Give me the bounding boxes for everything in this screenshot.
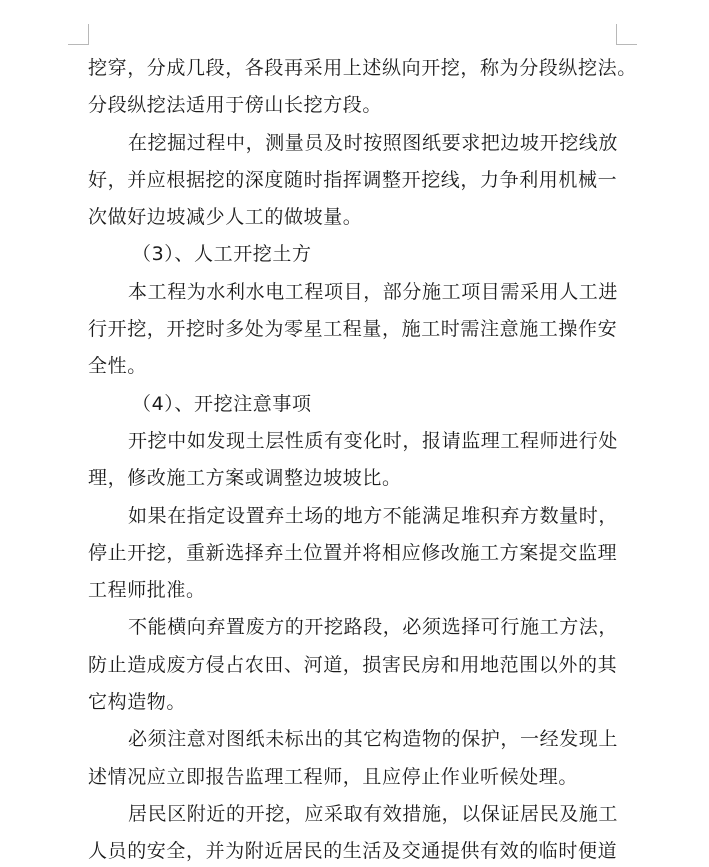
section-heading: （4）、开挖注意事项 (132, 392, 312, 415)
text-line: 工程师批准。 (88, 579, 206, 602)
text-line: 好，并应根据挖的深度随时指挥调整开挖线，力争利用机械一 (88, 168, 618, 191)
text-line: 述情况应立即报告监理工程师，且应停止作业听候处理。 (88, 765, 579, 788)
paragraph-start-line: 不能横向弃置废方的开挖路段，必须选择可行施工方法， (128, 616, 619, 639)
margin-corner-mark-right (616, 24, 637, 45)
text-line: 理，修改施工方案或调整边坡坡比。 (88, 467, 402, 490)
paragraph-start-line: 必须注意对图纸未标出的其它构造物的保护，一经发现上 (128, 728, 619, 751)
paragraph-start-line: 开挖中如发现土层性质有变化时，报请监理工程师进行处 (128, 429, 619, 452)
text-line: 次做好边坡减少人工的做坡量。 (88, 206, 363, 229)
document-body (88, 50, 637, 867)
paragraph-start-line: 居民区附近的开挖，应采取有效措施，以保证居民及施工 (128, 802, 619, 825)
paragraph-start-line: 在挖掘过程中，测量员及时按照图纸要求把边坡开挖线放 (128, 131, 619, 154)
margin-corner-mark-left (68, 24, 89, 45)
text-line: 它构造物。 (88, 691, 187, 714)
text-line: 分段纵挖法适用于傍山长挖方段。 (88, 94, 383, 117)
text-line: 人员的安全，并为附近居民的生活及交通提供有效的临时便道 (88, 840, 618, 863)
text-line: 防止造成废方侵占农田、河道，损害民房和用地范围以外的其 (88, 653, 618, 676)
paragraph-start-line: 如果在指定设置弃土场的地方不能满足堆积弃方数量时， (128, 504, 619, 527)
text-line: 行开挖，开挖时多处为零星工程量，施工时需注意施工操作安 (88, 318, 618, 341)
text-line: 全性。 (88, 355, 147, 378)
text-line: 停止开挖，重新选择弃土位置并将相应修改施工方案提交监理 (88, 541, 618, 564)
text-line: 挖穿，分成几段，各段再采用上述纵向开挖，称为分段纵挖法。 (88, 57, 637, 79)
paragraph-start-line: 本工程为水利水电工程项目，部分施工项目需采用人工进 (128, 280, 619, 303)
section-heading: （3）、人工开挖土方 (132, 243, 312, 266)
